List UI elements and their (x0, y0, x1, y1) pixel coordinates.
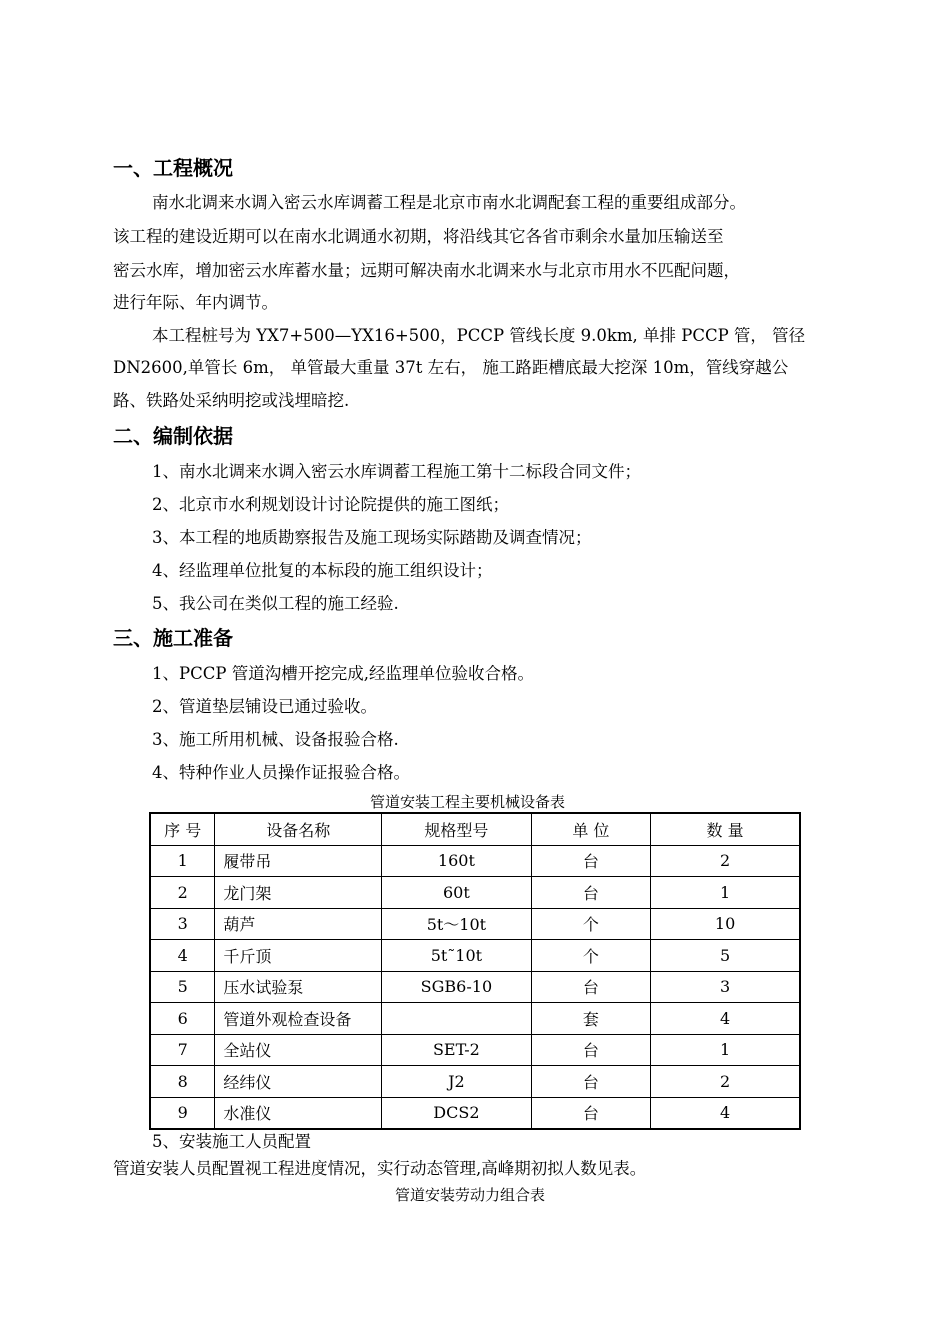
table-row (150, 1003, 800, 1035)
model-cell: SET-2 (382, 1034, 532, 1066)
labor-table-caption: 管道安装劳动力组合表 (395, 1186, 546, 1204)
row-number-cell: 3 (150, 908, 215, 940)
unit-cell: 套 (531, 1003, 650, 1035)
table-row (150, 971, 800, 1003)
model-cell: J2 (382, 1066, 532, 1098)
basis-item: 3、本工程的地质勘察报告及施工现场实际踏勘及调查情况； (152, 528, 592, 547)
quantity-cell: 10 (651, 908, 800, 940)
model-cell (382, 1003, 532, 1035)
table-row (150, 1034, 800, 1066)
section-heading-basis: 二、编制依据 (113, 424, 233, 448)
row-number-cell: 7 (150, 1034, 215, 1066)
header-cell: 数 量 (651, 813, 800, 845)
equipment-name-cell: 水准仪 (215, 1097, 382, 1129)
header-cell: 序 号 (150, 813, 215, 845)
table-row (150, 940, 800, 972)
table-row (150, 877, 800, 909)
table-row (150, 908, 800, 940)
unit-cell: 台 (531, 877, 650, 909)
basis-item: 5、我公司在类似工程的施工经验. (152, 594, 399, 613)
preparation-item: 1、PCCP 管道沟槽开挖完成,经监理单位验收合格。 (152, 664, 534, 683)
quantity-cell: 1 (651, 1034, 800, 1066)
equipment-name-cell: 经纬仪 (215, 1066, 382, 1098)
table-row (150, 845, 800, 877)
header-cell: 单 位 (531, 813, 650, 845)
unit-cell: 台 (531, 1097, 650, 1129)
row-number-cell: 8 (150, 1066, 215, 1098)
model-cell: 5t～10t (382, 908, 532, 940)
unit-cell: 个 (531, 940, 650, 972)
unit-cell: 台 (531, 1034, 650, 1066)
overview-paragraph-line: DN2600,单管长 6m， 单管最大重量 37t 左右， 施工路距槽底最大挖深 10m，管线穿越公 (113, 358, 789, 377)
unit-cell: 台 (531, 971, 650, 1003)
overview-paragraph-line: 南水北调来水调入密云水库调蓄工程是北京市南水北调配套工程的重要组成部分。 (152, 193, 746, 212)
basis-item: 2、北京市水利规划设计讨论院提供的施工图纸； (152, 495, 509, 514)
table-row (150, 1097, 800, 1129)
overview-paragraph-line: 进行年际、年内调节。 (113, 293, 278, 312)
equipment-table (149, 812, 801, 1130)
equipment-name-cell: 管道外观检查设备 (215, 1003, 382, 1035)
equipment-name-cell: 千斤顶 (215, 940, 382, 972)
row-number-cell: 5 (150, 971, 215, 1003)
quantity-cell: 1 (651, 877, 800, 909)
preparation-item: 4、特种作业人员操作证报验合格。 (152, 763, 410, 782)
basis-item: 1、南水北调来水调入密云水库调蓄工程施工第十二标段合同文件； (152, 462, 641, 481)
equipment-name-cell: 压水试验泵 (215, 971, 382, 1003)
preparation-item: 2、管道垫层铺设已通过验收。 (152, 697, 377, 716)
overview-paragraph-line: 本工程桩号为 YX7+500—YX16+500，PCCP 管线长度 9.0km, 单排 PCCP 管， 管径 (152, 326, 806, 345)
unit-cell: 个 (531, 908, 650, 940)
staffing-text: 管道安装人员配置视工程进度情况，实行动态管理,高峰期初拟人数见表。 (113, 1159, 647, 1178)
row-number-cell: 1 (150, 845, 215, 877)
unit-cell: 台 (531, 1066, 650, 1098)
model-cell: SGB6-10 (382, 971, 532, 1003)
staffing-item: 5、安装施工人员配置 (152, 1132, 311, 1151)
table-header-row (150, 813, 800, 845)
quantity-cell: 2 (651, 845, 800, 877)
row-number-cell: 9 (150, 1097, 215, 1129)
equipment-name-cell: 葫芦 (215, 908, 382, 940)
model-cell: 5t˜10t (382, 940, 532, 972)
unit-cell: 台 (531, 845, 650, 877)
equipment-name-cell: 全站仪 (215, 1034, 382, 1066)
model-cell: DCS2 (382, 1097, 532, 1129)
overview-paragraph-line: 密云水库，增加密云水库蓄水量；远期可解决南水北调来水与北京市用水不匹配问题， (113, 261, 740, 280)
overview-paragraph-line: 该工程的建设近期可以在南水北调通水初期，将沿线其它各省市剩余水量加压输送至 (113, 227, 724, 246)
section-heading-preparation: 三、施工准备 (113, 626, 233, 650)
quantity-cell: 2 (651, 1066, 800, 1098)
row-number-cell: 2 (150, 877, 215, 909)
header-cell: 设备名称 (215, 813, 382, 845)
quantity-cell: 4 (651, 1003, 800, 1035)
row-number-cell: 6 (150, 1003, 215, 1035)
quantity-cell: 5 (651, 940, 800, 972)
quantity-cell: 4 (651, 1097, 800, 1129)
basis-item: 4、经监理单位批复的本标段的施工组织设计； (152, 561, 493, 580)
row-number-cell: 4 (150, 940, 215, 972)
preparation-item: 3、施工所用机械、设备报验合格. (152, 730, 399, 749)
quantity-cell: 3 (651, 971, 800, 1003)
model-cell: 160t (382, 845, 532, 877)
model-cell: 60t (382, 877, 532, 909)
header-cell: 规格型号 (382, 813, 532, 845)
equipment-name-cell: 履带吊 (215, 845, 382, 877)
equipment-name-cell: 龙门架 (215, 877, 382, 909)
table-row (150, 1066, 800, 1098)
section-heading-overview: 一、工程概况 (113, 156, 233, 180)
overview-paragraph-line: 路、铁路处采纳明挖或浅埋暗挖. (113, 391, 350, 410)
equipment-table-caption: 管道安装工程主要机械设备表 (370, 793, 566, 811)
